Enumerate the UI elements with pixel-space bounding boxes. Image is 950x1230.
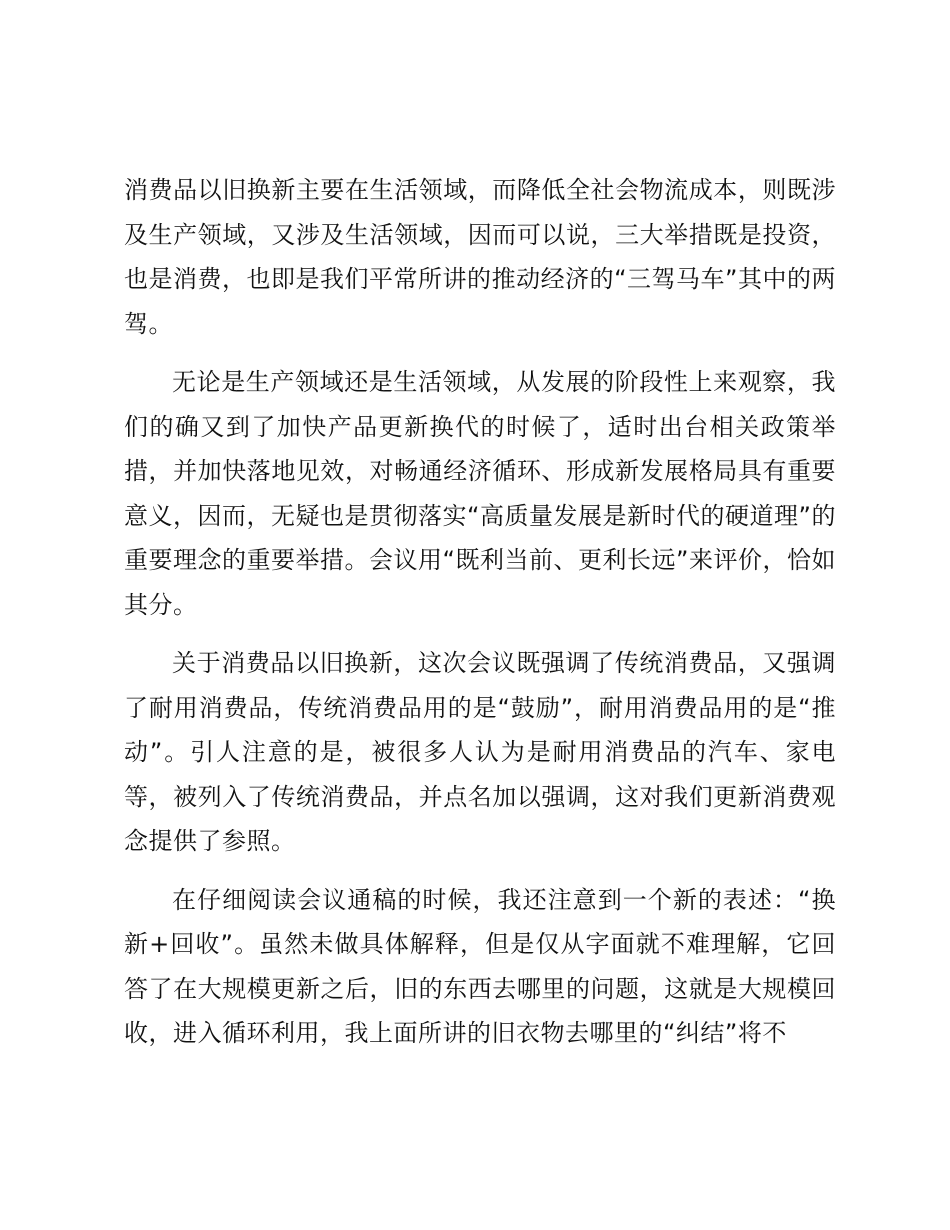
paragraph-recycling: 在仔细阅读会议通稿的时候，我还注意到一个新的表述：“换新+回收”。虽然未做具体解释，但是仅从字面就不难理解，它回答了在大规模更新之后，旧的东西去哪里的问题，这就是大规模回收，进入循环利用，我上面所讲的旧衣物去哪里的“纠结”将不 (124, 885, 836, 1047)
paragraph-continuation: 消费品以旧换新主要在生活领域，而降低全社会物流成本，则既涉及生产领域，又涉及生活领域，因而可以说，三大举措既是投资，也是消费，也即是我们平常所讲的推动经济的“三驾马车”其中的两驾。 (124, 176, 836, 338)
paragraph-consumer-goods: 关于消费品以旧换新，这次会议既强调了传统消费品，又强调了耐用消费品，传统消费品用的是“鼓励”，耐用消费品用的是“推动”。引人注意的是，被很多人认为是耐用消费品的汽车、家电等，被列入了传统消费品，并点名加以强调，这对我们更新消费观念提供了参照。 (124, 649, 836, 855)
document-page (124, 168, 836, 1070)
paragraph-development-stage: 无论是生产领域还是生活领域，从发展的阶段性上来观察，我们的确又到了加快产品更新换代的时候了，适时出台相关政策举措，并加快落地见效，对畅通经济循环、形成新发展格局具有重要意义，因而，无疑也是贯彻落实“高质量发展是新时代的硬道理”的重要理念的重要举措。会议用“既利当前、更利长远”来评价，恰如其分。 (124, 368, 836, 619)
